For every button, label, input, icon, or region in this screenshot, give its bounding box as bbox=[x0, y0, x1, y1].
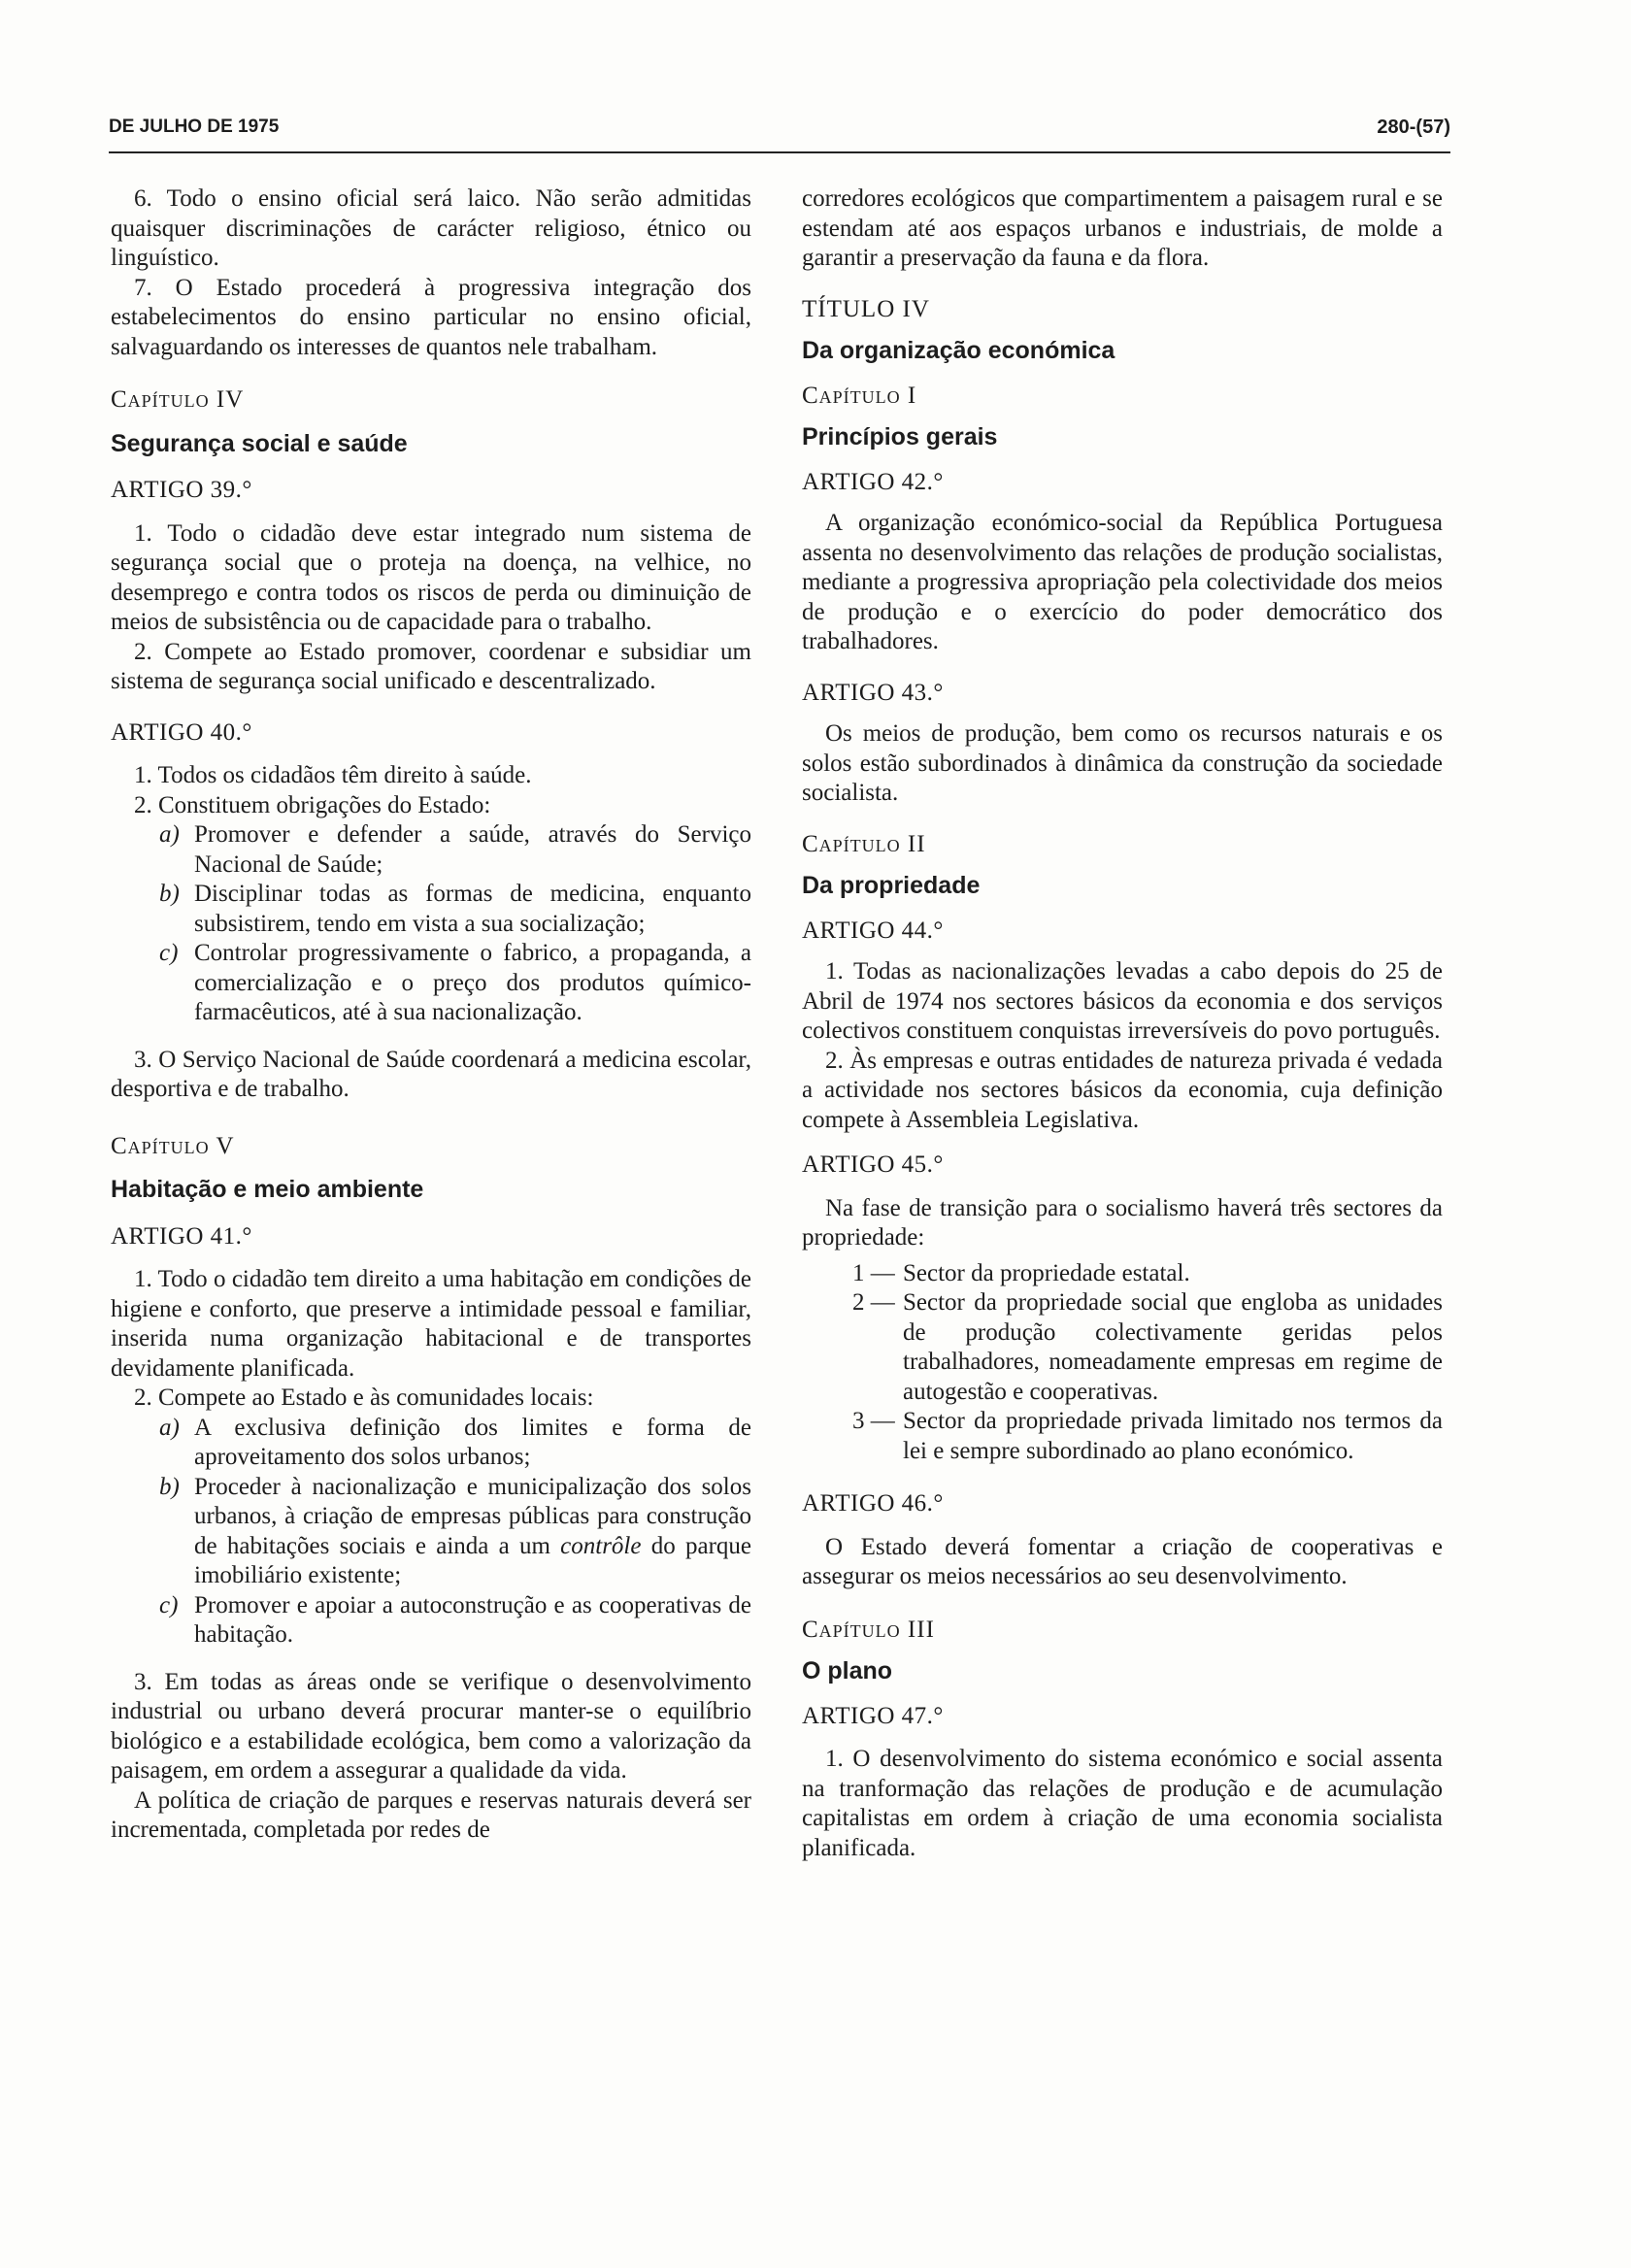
list-item: a) A exclusiva definição dos limites e forma de aproveitamento dos solos urbanos; bbox=[159, 1414, 751, 1470]
header-page-number: 280-(57) bbox=[1377, 117, 1450, 138]
header-date: DE JULHO DE 1975 bbox=[109, 117, 280, 137]
article-heading: ARTIGO 41.° bbox=[111, 1222, 252, 1250]
chapter-title: O plano bbox=[802, 1657, 893, 1684]
chapter-title: Princípios gerais bbox=[802, 423, 998, 450]
chapter-heading: Capítulo III bbox=[802, 1616, 935, 1643]
paragraph: O Estado deverá fomentar a criação de cooperativas e assegurar os meios necessários ao seu desenvolvimento. bbox=[802, 1533, 1443, 1589]
article-heading: ARTIGO 44.° bbox=[802, 917, 944, 944]
paragraph: 1. Todos os cidadãos têm direito à saúde. bbox=[134, 762, 532, 788]
left-column bbox=[111, 184, 751, 1846]
chapter-heading: Capítulo II bbox=[802, 830, 926, 857]
paragraph: 6. Todo o ensino oficial será laico. Não serão admitidas quaisquer discriminações de carácter religioso, étnico ou linguístico. bbox=[111, 185, 751, 271]
paragraph: Na fase de transição para o socialismo haverá três sectores da propriedade: bbox=[802, 1194, 1443, 1251]
paragraph: 3. Em todas as áreas onde se verifique o desenvolvimento industrial ou urbano deverá procurar manter-se o equilíbrio biológico e a estabilidade ecológica, bem como a valorização da paisagem, em ordem a assegurar a qualidade da vida. bbox=[111, 1668, 751, 1784]
article-heading: ARTIGO 47.° bbox=[802, 1702, 944, 1729]
right-column bbox=[802, 184, 1443, 1863]
chapter-heading: Capítulo I bbox=[802, 382, 917, 409]
list-item: b) Proceder à nacionalização e municipalização dos solos urbanos, à criação de empresas públicas para construção de habitações sociais e ainda a um contrôle do parque imobiliário existente; bbox=[159, 1473, 751, 1588]
list-item: 2 — Sector da propriedade social que engloba as unidades de produção colectivamente geridas pelos trabalhadores, nomeadamente empresas em regime de autogestão e cooperativas. bbox=[852, 1289, 1443, 1405]
article-heading: ARTIGO 45.° bbox=[802, 1151, 944, 1178]
paragraph: Os meios de produção, bem como os recursos naturais e os solos estão subordinados à dinâmica da construção da sociedade socialista. bbox=[802, 720, 1443, 806]
list-item: 1 — Sector da propriedade estatal. bbox=[852, 1259, 1190, 1286]
paragraph: corredores ecológicos que compartimentem a paisagem rural e se estendam até aos espaços urbanos e industriais, de molde a garantir a preservação da fauna e da flora. bbox=[802, 185, 1443, 271]
paragraph: A organização económico-social da República Portuguesa assenta no desenvolvimento das relações de produção socialistas, mediante a progressiva apropriação pela colectividade dos meios de produção e o exercício do poder democrático dos trabalhadores. bbox=[802, 510, 1443, 654]
title-subheading: Da organização económica bbox=[802, 337, 1115, 364]
list-item: b) Disciplinar todas as formas de medicina, enquanto subsistirem, tendo em vista a sua socialização; bbox=[159, 881, 751, 937]
article-heading: ARTIGO 39.° bbox=[111, 477, 252, 503]
paragraph: 2. Constituem obrigações do Estado: bbox=[134, 791, 491, 818]
paragraph: 1. Todas as nacionalizações levadas a cabo depois do 25 de Abril de 1974 nos sectores básicos da economia e dos serviços colectivos constituem conquistas irreversíveis do povo português. bbox=[802, 958, 1443, 1044]
paragraph: A política de criação de parques e reservas naturais deverá ser incrementada, completada por redes de bbox=[111, 1786, 751, 1843]
paragraph: 3. O Serviço Nacional de Saúde coordenará a medicina escolar, desportiva e de trabalho. bbox=[111, 1046, 751, 1102]
chapter-title: Habitação e meio ambiente bbox=[111, 1176, 424, 1203]
page-header bbox=[109, 109, 1450, 153]
chapter-heading: Capítulo V bbox=[111, 1132, 235, 1159]
list-item: 3 — Sector da propriedade privada limitado nos termos da lei e sempre subordinado ao plano económico. bbox=[852, 1408, 1443, 1464]
chapter-title: Segurança social e saúde bbox=[111, 429, 408, 457]
paragraph: 1. O desenvolvimento do sistema económico e social assenta na tranformação das relações de produção e de acumulação capitalistas em ordem à criação de uma economia socialista planificada. bbox=[802, 1746, 1443, 1861]
paragraph: 1. Todo o cidadão deve estar integrado num sistema de segurança social que o proteja na doença, na velhice, no desemprego e contra todos os riscos de perda ou diminuição de meios de subsistência ou de capacidade para o trabalho. bbox=[111, 519, 751, 635]
article-heading: ARTIGO 46.° bbox=[802, 1490, 944, 1517]
article-heading: ARTIGO 40.° bbox=[111, 718, 252, 746]
chapter-heading: Capítulo IV bbox=[111, 386, 245, 413]
chapter-title: Da propriedade bbox=[802, 872, 981, 899]
list-item: c) Promover e apoiar a autoconstrução e as cooperativas de habitação. bbox=[159, 1591, 751, 1648]
title-heading: TÍTULO IV bbox=[802, 295, 930, 322]
paragraph: 2. Compete ao Estado promover, coordenar e subsidiar um sistema de segurança social unificado e descentralizado. bbox=[111, 638, 751, 694]
article-heading: ARTIGO 42.° bbox=[802, 468, 944, 495]
paragraph: 2. Compete ao Estado e às comunidades locais: bbox=[134, 1384, 594, 1411]
paragraph: 7. O Estado procederá à progressiva integração dos estabelecimentos do ensino particular no ensino oficial, salvaguardando os interesses de quantos nele trabalham. bbox=[111, 274, 751, 360]
article-heading: ARTIGO 43.° bbox=[802, 679, 944, 706]
list-item: c) Controlar progressivamente o fabrico, a propaganda, a comercialização e o preço dos produtos químico-farmacêuticos, até à sua nacionalização. bbox=[159, 940, 751, 1025]
list-item: a) Promover e defender a saúde, através do Serviço Nacional de Saúde; bbox=[159, 821, 751, 878]
paragraph: 1. Todo o cidadão tem direito a uma habitação em condições de higiene e conforto, que preserve a intimidade pessoal e familiar, inserida numa organização habitacional e de transportes devidamente planificada. bbox=[111, 1266, 751, 1382]
paragraph: 2. Às empresas e outras entidades de natureza privada é vedada a actividade nos sectores básicos da economia, cuja definição compete à Assembleia Legislativa. bbox=[802, 1047, 1443, 1133]
